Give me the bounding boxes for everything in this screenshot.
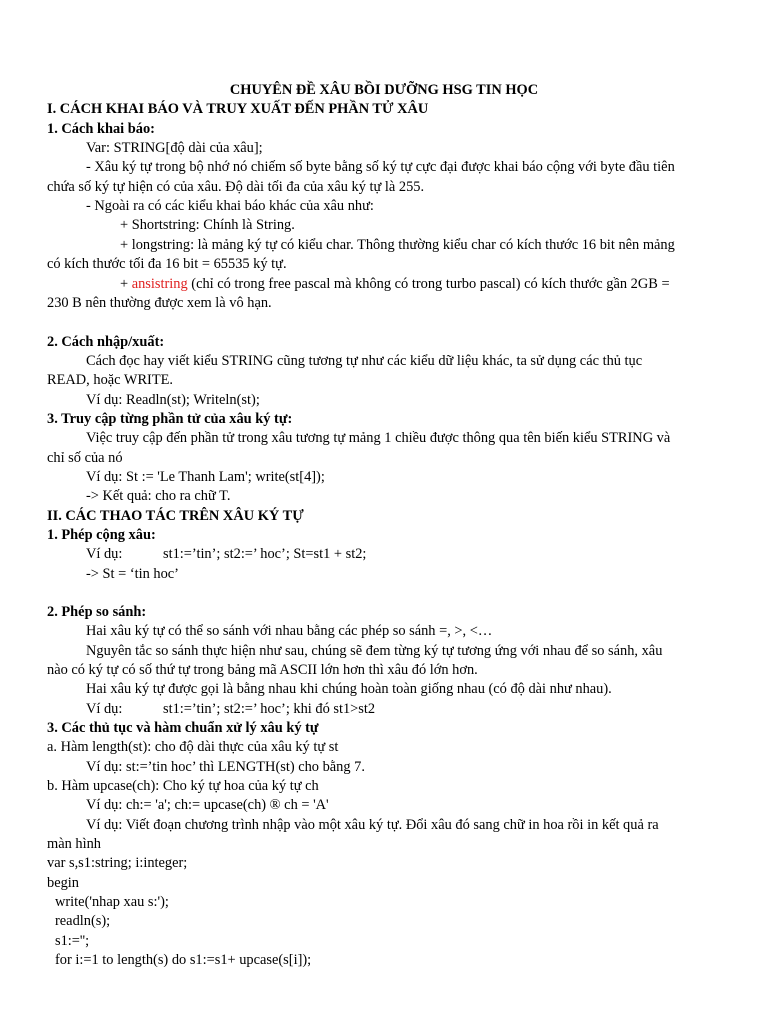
- ansistring-description: (chỉ có trong free pascal mà không có trong turbo pascal) có kích thước gần 2GB =: [187, 276, 670, 292]
- result-line: -> St = ‘tin hoc’: [86, 566, 179, 582]
- document-title: CHUYÊN ĐỀ XÂU BỒI DƯỠNG HSG TIN HỌC: [229, 82, 539, 98]
- list-item-shortstring: + Shortstring: Chính là String.: [120, 217, 295, 233]
- section-1-heading: I. CÁCH KHAI BÁO VÀ TRUY XUẤT ĐẾN PHẦN TỬ XÂU: [47, 101, 429, 117]
- code-line: s1:='';: [55, 933, 90, 949]
- function-length: a. Hàm length(st): cho độ dài thực của xâu ký tự st: [47, 739, 339, 755]
- code-line: var s,s1:string; i:integer;: [47, 855, 188, 871]
- example-label: Ví dụ:: [86, 546, 123, 562]
- example-label: Ví dụ:: [86, 701, 123, 717]
- example-code: st1:=’tin’; st2:=’ hoc’; khi đó st1>st2: [163, 701, 376, 717]
- paragraph-line: - Ngoài ra có các kiểu khai báo khác của xâu như:: [86, 198, 374, 214]
- paragraph-line: Nguyên tắc so sánh thực hiện như sau, chúng sẽ đem từng ký tự tương ứng với nhau để so sánh, xâu: [86, 643, 663, 659]
- list-bullet: +: [120, 276, 132, 292]
- example-line: [86, 700, 720, 719]
- example-code: st1:=’tin’; st2:=’ hoc’; St=st1 + st2;: [163, 546, 367, 562]
- subsection-2-1-heading: 1. Phép cộng xâu:: [47, 527, 156, 543]
- paragraph-line: có kích thước tối đa 16 bit = 65535 ký tự.: [47, 256, 287, 272]
- list-item-ansistring: [120, 275, 720, 294]
- function-upcase: b. Hàm upcase(ch): Cho ký tự hoa của ký tự ch: [47, 778, 319, 794]
- paragraph-line: Hai xâu ký tự được gọi là bằng nhau khi chúng hoàn toàn giống nhau (có độ dài như nhau).: [86, 681, 612, 697]
- subsection-1-2-heading: 2. Cách nhập/xuất:: [47, 334, 165, 350]
- example-line: [86, 545, 720, 564]
- code-line: write('nhap xau s:');: [55, 894, 169, 910]
- subsection-2-3-heading: 3. Các thủ tục và hàm chuẩn xử lý xâu ký tự: [47, 720, 319, 736]
- paragraph-line: Hai xâu ký tự có thể so sánh với nhau bằng các phép so sánh =, >, <…: [86, 623, 493, 639]
- example-line: Ví dụ: Readln(st); Writeln(st);: [86, 392, 260, 408]
- paragraph-line: chứa số ký tự hiện có của xâu. Độ dài tối đa của xâu ký tự là 255.: [47, 179, 425, 195]
- paragraph-line: Cách đọc hay viết kiểu STRING cũng tương tự như các kiểu dữ liệu khác, ta sử dụng các thủ tục: [86, 353, 643, 369]
- subsection-2-2-heading: 2. Phép so sánh:: [47, 604, 147, 620]
- section-2-heading: II. CÁC THAO TÁC TRÊN XÂU KÝ TỰ: [47, 508, 304, 524]
- ansistring-keyword: ansistring: [131, 276, 188, 292]
- example-line: Ví dụ: ch:= 'a'; ch:= upcase(ch) ® ch = 'A': [86, 797, 329, 813]
- list-item-longstring: + longstring: là mảng ký tự có kiểu char. Thông thường kiểu char có kích thước 16 bit nên mảng: [120, 237, 675, 253]
- paragraph-line: 230 B nên thường được xem là vô hạn.: [47, 295, 272, 311]
- paragraph-line: nào có ký tự có số thứ tự trong bảng mã ASCII lớn hơn thì xâu đó lớn hơn.: [47, 662, 478, 678]
- paragraph-line: màn hình: [47, 836, 101, 852]
- paragraph-line: READ, hoặc WRITE.: [47, 372, 174, 388]
- paragraph-line: Việc truy cập đến phần tử trong xâu tương tự mảng 1 chiều được thông qua tên biến kiểu STRING và: [86, 430, 671, 446]
- subsection-1-3-heading: 3. Truy cập từng phần tử của xâu ký tự:: [47, 411, 293, 427]
- code-line: for i:=1 to length(s) do s1:=s1+ upcase(s[i]);: [55, 952, 312, 968]
- code-line: readln(s);: [55, 913, 111, 929]
- var-declaration-line: Var: STRING[độ dài của xâu];: [86, 140, 263, 156]
- result-line: -> Kết quả: cho ra chữ T.: [86, 488, 231, 504]
- example-line: Ví dụ: Viết đoạn chương trình nhập vào một xâu ký tự. Đổi xâu đó sang chữ in hoa rồi in kết quả ra: [86, 817, 659, 833]
- example-line: Ví dụ: st:=’tin hoc’ thì LENGTH(st) cho bằng 7.: [86, 759, 365, 775]
- code-line: begin: [47, 875, 79, 891]
- subsection-1-1-heading: 1. Cách khai báo:: [47, 121, 155, 137]
- paragraph-line: chỉ số của nó: [47, 450, 123, 466]
- paragraph-line: - Xâu ký tự trong bộ nhớ nó chiếm số byte bằng số ký tự cực đại được khai báo cộng với byte đầu tiên: [86, 159, 675, 175]
- example-line: Ví dụ: St := 'Le Thanh Lam'; write(st[4]);: [86, 469, 325, 485]
